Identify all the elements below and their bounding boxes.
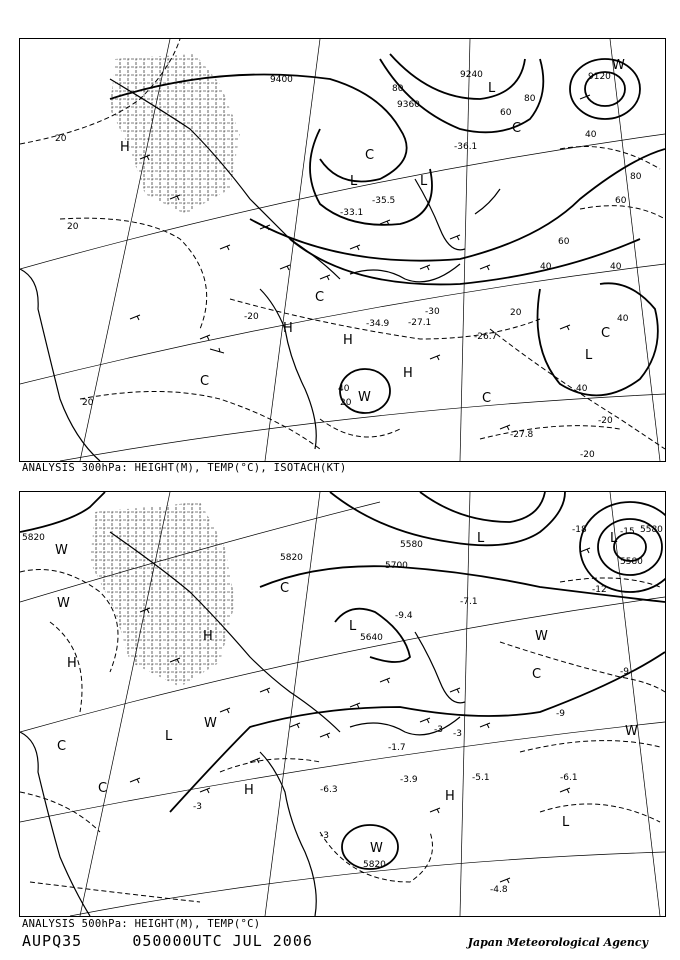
center-cold: C: [601, 326, 611, 341]
temperature-value: -27.8: [510, 430, 534, 440]
isotach-label: 40: [338, 384, 350, 394]
center-low: L: [350, 174, 358, 189]
center-low: L: [610, 531, 618, 546]
valid-time: 050000UTC JUL 2006: [132, 932, 313, 950]
isotach-label: 20: [340, 398, 352, 408]
center-cold: C: [280, 581, 290, 596]
temperature-value: -36.1: [454, 142, 478, 152]
center-warm: W: [55, 543, 68, 558]
height-label: 9360: [397, 100, 420, 110]
height-label: 5580: [640, 525, 663, 535]
temperature-value: -27.1: [408, 318, 432, 328]
center-warm: W: [204, 716, 217, 731]
temperature-value: -35.5: [372, 196, 396, 206]
center-cold: C: [512, 121, 522, 136]
center-low: L: [165, 729, 173, 744]
isotach-label: 80: [392, 84, 404, 94]
isotherm-label: -3: [434, 725, 443, 735]
center-low: L: [585, 348, 593, 363]
isotach-label: 20: [82, 398, 94, 408]
isotach-label: 40: [585, 130, 597, 140]
height-label: 5820: [363, 860, 386, 870]
map-300hpa: [19, 38, 666, 462]
center-low: L: [477, 531, 485, 546]
isotach-label: 80: [630, 172, 642, 182]
isotherm-label: -30: [425, 307, 440, 317]
height-label: 5820: [280, 553, 303, 563]
temperature-value: -9.4: [395, 611, 413, 621]
isotherm-label: -3: [193, 802, 202, 812]
center-warm: W: [358, 390, 371, 405]
height-label: 5820: [22, 533, 45, 543]
isotherm-label: -20: [598, 416, 613, 426]
temperature-value: -6.1: [560, 773, 578, 783]
center-high: H: [343, 333, 353, 348]
height-label: 5580: [620, 557, 643, 567]
isotherm-label: -18: [572, 525, 587, 535]
isotach-label: 40: [617, 314, 629, 324]
center-low: L: [420, 174, 428, 189]
caption-300hpa: ANALYSIS 300hPa: HEIGHT(M), TEMP(°C), ISOTACH(KT): [22, 462, 347, 474]
isotherm-label: -20: [580, 450, 595, 460]
temperature-value: -3.9: [400, 775, 418, 785]
agency-name: Japan Meteorological Agency: [467, 936, 648, 949]
temperature-value: -4.8: [490, 885, 508, 895]
center-high: H: [203, 629, 213, 644]
map-500hpa-canvas: [20, 492, 665, 916]
map-500hpa: [19, 491, 666, 917]
center-cold: C: [482, 391, 492, 406]
center-warm: W: [57, 596, 70, 611]
caption-500hpa: ANALYSIS 500hPa: HEIGHT(M), TEMP(°C): [22, 918, 261, 930]
center-low: L: [349, 619, 357, 634]
temperature-value: -7.1: [460, 597, 478, 607]
isotach-label: 60: [615, 196, 627, 206]
center-warm: W: [625, 724, 638, 739]
isotach-label: 40: [610, 262, 622, 272]
chart-identifier: [22, 932, 313, 950]
height-label: 5580: [400, 540, 423, 550]
center-high: H: [445, 789, 455, 804]
center-high: H: [283, 321, 293, 336]
temperature-value: -33.1: [340, 208, 364, 218]
center-cold: C: [365, 148, 375, 163]
center-low: L: [562, 815, 570, 830]
height-label: 9120: [588, 72, 611, 82]
height-label: 9400: [270, 75, 293, 85]
temperature-value: -6.3: [320, 785, 338, 795]
temperature-value: -5.1: [472, 773, 490, 783]
center-low: L: [488, 81, 496, 96]
isotherm-label: -9: [556, 709, 565, 719]
temperature-value: -26.7: [474, 332, 498, 342]
isotherm-label: -3: [320, 831, 329, 841]
center-cold: C: [200, 374, 210, 389]
isotherm-label: -3: [453, 729, 462, 739]
center-cold: C: [57, 739, 67, 754]
height-label: 5700: [385, 561, 408, 571]
center-high: H: [67, 656, 77, 671]
map-300hpa-canvas: [20, 39, 665, 461]
center-high: H: [244, 783, 254, 798]
product-code: AUPQ35: [22, 932, 83, 950]
center-warm: W: [612, 58, 625, 73]
center-cold: C: [98, 781, 108, 796]
isotherm-label: -9: [620, 667, 629, 677]
isotach-label: 80: [524, 94, 536, 104]
isotach-label: 20: [510, 308, 522, 318]
isotach-label: 60: [558, 237, 570, 247]
center-high: H: [403, 366, 413, 381]
height-label: 9240: [460, 70, 483, 80]
isotach-label: 40: [576, 384, 588, 394]
center-high: H: [120, 140, 130, 155]
center-warm: W: [370, 841, 383, 856]
isotach-label: 20: [67, 222, 79, 232]
isotherm-label: -12: [592, 585, 607, 595]
center-warm: W: [535, 629, 548, 644]
terrain-mask: [90, 502, 235, 687]
temperature-value: -34.9: [366, 319, 390, 329]
terrain-mask: [110, 54, 240, 214]
isotherm-label: -15: [620, 527, 635, 537]
center-cold: C: [315, 290, 325, 305]
coastlines: [20, 532, 465, 916]
isotach-label: 40: [540, 262, 552, 272]
isotach-label: 60: [500, 108, 512, 118]
temperature-value: -1.7: [388, 743, 406, 753]
height-label: 5640: [360, 633, 383, 643]
isotherm-label: -20: [244, 312, 259, 322]
isotach-label: 20: [55, 134, 67, 144]
center-cold: C: [532, 667, 542, 682]
